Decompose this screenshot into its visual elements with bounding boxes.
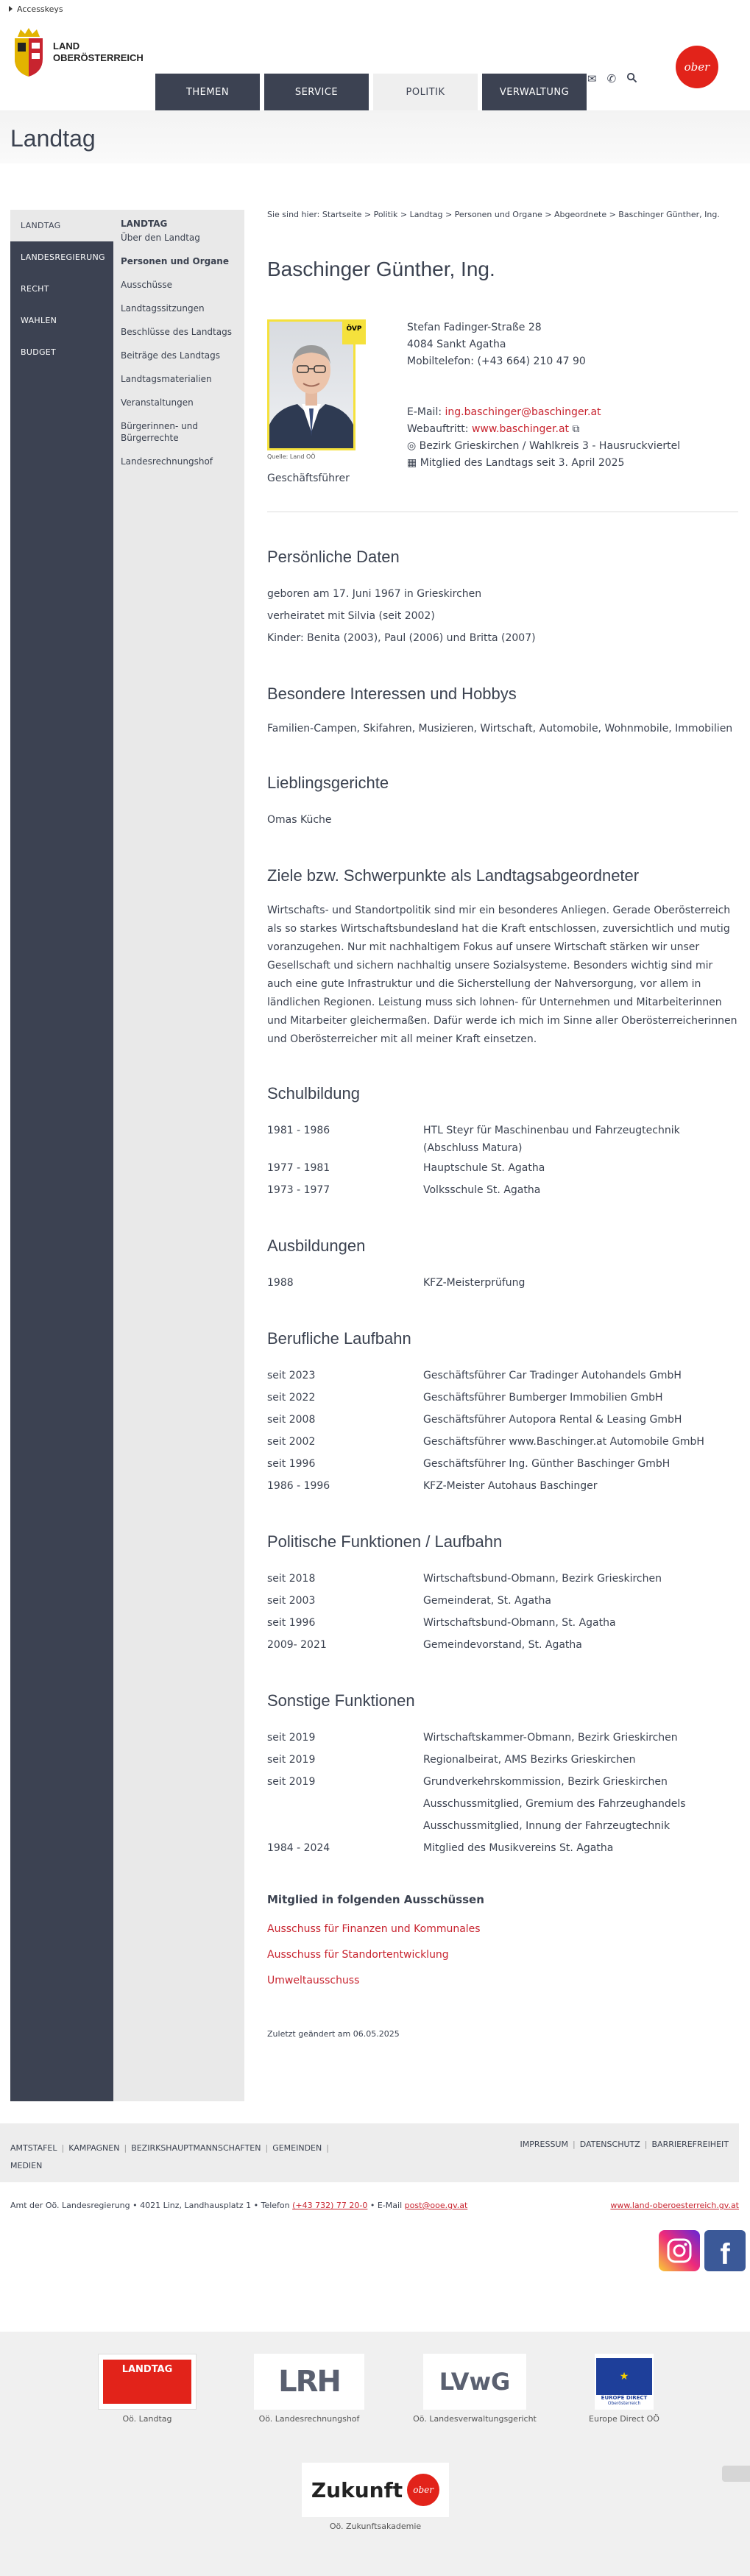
subnav-item[interactable]: Ausschüsse	[121, 280, 173, 290]
row-value: Geschäftsführer Bumberger Immobilien GmbH	[423, 1392, 663, 1404]
row-key: seit 2019	[267, 1732, 316, 1744]
leftnav-item-landtag[interactable]: LANDTAG	[10, 210, 113, 241]
footer-links	[0, 2123, 739, 2182]
email-line	[407, 404, 680, 421]
row-value: Gemeindevorstand, St. Agatha	[423, 1639, 582, 1651]
email-link[interactable]: ing.baschinger@baschinger.at	[445, 406, 601, 418]
search-icon[interactable]	[626, 72, 637, 86]
partner-landtag[interactable]	[96, 2354, 199, 2424]
nav-themen[interactable]: THEMEN	[155, 74, 260, 110]
breadcrumb: Sie sind hier: Startseite > Politik > Landtag > Personen und Organe > Abgeordnete > Baschinger Günther, Ing.	[267, 210, 720, 219]
logo-line2: OBERÖSTERREICH	[53, 52, 144, 63]
calendar-icon: ▦	[407, 457, 417, 469]
footer-phone-link[interactable]: (+43 732) 77 20-0	[292, 2201, 368, 2210]
row-key: 2009- 2021	[267, 1639, 327, 1651]
email-prefix: • E-Mail	[367, 2201, 405, 2210]
goals-text: Wirtschafts- und Standortpolitik sind mir ein besonderes Anliegen. Gerade Oberösterreich als so starkes Wirtschaftsbundesland hat die Kraft entschlossen, zuversichtlich und mutig voranzugehen. Nur mit nachhaltigem Fokus auf unsere Wirtschaft stärken wir unser Gesellschaft und sichern nachhaltig unsere Sozialsysteme. Besonders wichtig sind mir auch eine gute Infrastruktur und die Sicherstellung der Nahversorgung, vor allem in ländlichen Regionen. Leistung muss sich lohnen- für Unternehmen und Mitarbeiterinnen und Mitarbeiter gleichermaßen. Dafür werde ich mich im Sinne aller Oberösterreicherinnen und Oberösterreicher mit all meiner Kraft einsetzen.	[267, 905, 737, 1045]
district-line	[407, 438, 680, 455]
logo-text	[53, 40, 144, 64]
row-key: 1988	[267, 1277, 294, 1289]
row-key: seit 2019	[267, 1776, 316, 1788]
partner-logos	[0, 2332, 750, 2576]
eu-stars-icon: ★	[596, 2358, 652, 2395]
row-value: Volksschule St. Agatha	[423, 1184, 541, 1196]
row-value: Wirtschaftsbund-Obmann, Bezirk Grieskirchen	[423, 1573, 662, 1585]
row-value: Grundverkehrskommission, Bezirk Grieskirchen	[423, 1776, 668, 1788]
dishes-text: Omas Küche	[267, 814, 332, 826]
committee-link[interactable]: Ausschuss für Standortentwicklung	[267, 1949, 449, 1961]
table-row	[267, 1749, 738, 1771]
table-row	[267, 1612, 738, 1634]
partner-europe-direct[interactable]	[589, 2354, 659, 2424]
committee-link[interactable]: Umweltausschuss	[267, 1975, 360, 1986]
row-value: HTL Steyr für Maschinenbau und Fahrzeugtechnik (Abschluss Matura)	[423, 1125, 680, 1154]
member-since: Mitglied des Landtags seit 3. April 2025	[420, 457, 625, 469]
table-row	[267, 1727, 738, 1749]
personal-line: Kinder: Benita (2003), Paul (2006) und Britta (2007)	[267, 632, 536, 644]
leftnav-item-wahlen[interactable]: WAHLEN	[21, 316, 57, 325]
partner-caption: Oö. Landesrechnungshof	[258, 2414, 360, 2424]
row-value: KFZ-Meisterprüfung	[423, 1277, 526, 1289]
main-content	[267, 210, 738, 2039]
table-row	[267, 1475, 738, 1497]
other-heading: Sonstige Funktionen	[267, 1691, 415, 1710]
goals-heading: Ziele bzw. Schwerpunkte als Landtagsabgeordneter	[267, 866, 640, 885]
committee-link[interactable]: Ausschuss für Finanzen und Kommunales	[267, 1923, 481, 1935]
street: Stefan Fadinger-Straße 28	[407, 322, 542, 333]
table-row	[267, 1119, 738, 1157]
table-row	[267, 1272, 738, 1294]
subnav-item[interactable]: Über den Landtag	[121, 233, 200, 243]
footer-email-link[interactable]: post@ooe.gv.at	[404, 2201, 468, 2210]
table-row	[267, 1431, 738, 1453]
contact-block	[407, 319, 680, 472]
landtag-logo: LANDTAG	[103, 2360, 191, 2404]
row-key: 1986 - 1996	[267, 1480, 330, 1492]
table-row	[267, 1157, 738, 1179]
row-key: seit 2023	[267, 1370, 316, 1381]
row-key: 1981 - 1986	[267, 1125, 330, 1136]
interests-text: Familien-Campen, Skifahren, Musizieren, Wirtschaft, Automobile, Wohnmobile, Immobilien	[267, 723, 733, 735]
member-since-line	[407, 455, 680, 472]
schooling-heading: Schulbildung	[267, 1084, 360, 1103]
row-value: KFZ-Meister Autohaus Baschinger	[423, 1480, 598, 1492]
footer-link-gemeinden[interactable]: GEMEINDEN	[272, 2143, 322, 2153]
ober-badge[interactable]: ober	[676, 46, 718, 88]
partner-caption: Oö. Landesverwaltungsgericht	[413, 2414, 537, 2424]
subnav-item[interactable]: Landtagsmaterialien	[121, 374, 212, 384]
footer-link-amtstafel[interactable]: AMTSTAFEL	[10, 2143, 57, 2153]
subnav-item[interactable]: Veranstaltungen	[121, 397, 194, 408]
portrait-illustration	[269, 322, 353, 448]
partner-lvwg[interactable]	[412, 2354, 537, 2424]
row-key: 1984 - 2024	[267, 1842, 330, 1854]
europe-direct-logo: EUROPE DIRECT	[601, 2394, 648, 2401]
row-value: Geschäftsführer Ing. Günther Baschinger GmbH	[423, 1458, 671, 1470]
mobile: Mobiltelefon: (+43 664) 210 47 90	[407, 355, 586, 367]
row-key: seit 2019	[267, 1754, 316, 1766]
accesskeys-label: Accesskeys	[17, 4, 63, 14]
zukunft-ober-logo: ober	[407, 2474, 439, 2506]
location-icon: ◎	[407, 440, 417, 452]
footer-link-impressum[interactable]: IMPRESSUM	[520, 2140, 568, 2149]
web-label: Webauftritt:	[407, 423, 472, 435]
row-value: Ausschussmitglied, Gremium des Fahrzeughandels	[423, 1798, 686, 1810]
personal-heading: Persönliche Daten	[267, 548, 400, 566]
subnav-item[interactable]: Bürgerinnen- und Bürgerrechte	[121, 421, 198, 443]
district: Bezirk Grieskirchen / Wahlkreis 3 - Hausruckviertel	[419, 440, 681, 452]
footer-url: www.land-oberoesterreich.gv.at	[610, 2201, 739, 2210]
table-row	[267, 1453, 738, 1475]
row-value: Geschäftsführer www.Baschinger.at Automobile GmbH	[423, 1436, 704, 1448]
nav-politik[interactable]: POLITIK	[373, 74, 478, 110]
footer-link-datenschutz[interactable]: DATENSCHUTZ	[579, 2140, 640, 2149]
main-nav	[155, 74, 591, 110]
external-link-icon: ⧉	[572, 423, 580, 435]
footer-right-links: IMPRESSUM | DATENSCHUTZ | BARRIEREFREIHEIT	[520, 2140, 729, 2149]
row-value: Wirtschaftskammer-Obmann, Bezirk Grieskirchen	[423, 1732, 678, 1744]
table-row	[267, 1365, 738, 1387]
party-badge: ÖVP	[342, 319, 366, 344]
last-changed: Zuletzt geändert am 06.05.2025	[267, 2029, 400, 2039]
table-row	[267, 1590, 738, 1612]
table-row	[267, 1409, 738, 1431]
sub-nav	[113, 210, 244, 2101]
europe-direct-logo2: Oberösterreich	[607, 2400, 641, 2406]
row-key: seit 1996	[267, 1458, 316, 1470]
row-value: Geschäftsführer Autopora Rental & Leasing GmbH	[423, 1414, 682, 1426]
site-logo[interactable]	[10, 26, 150, 78]
row-key: seit 2003	[267, 1595, 316, 1607]
footer-url-link[interactable]	[610, 2201, 739, 2210]
table-row	[267, 1568, 738, 1590]
partner-caption: Europe Direct OÖ	[589, 2414, 659, 2424]
phone-icon[interactable]: ✆	[606, 72, 617, 85]
job-title: Geschäftsführer	[267, 473, 350, 484]
table-row	[267, 1837, 738, 1859]
footer-link-medien[interactable]: MEDIEN	[10, 2161, 43, 2170]
career-heading: Berufliche Laufbahn	[267, 1329, 411, 1348]
row-value: Hauptschule St. Agatha	[423, 1162, 545, 1174]
footer-address	[10, 2201, 739, 2210]
lvwg-logo: LVwG	[439, 2368, 511, 2396]
row-key: 1973 - 1977	[267, 1184, 330, 1196]
instagram-icon[interactable]	[659, 2230, 700, 2271]
personal-line: verheiratet mit Silvia (seit 2002)	[267, 610, 435, 622]
political-heading: Politische Funktionen / Laufbahn	[267, 1532, 503, 1551]
dishes-heading: Lieblingsgerichte	[267, 774, 389, 792]
leftnav-item-landesregierung[interactable]: LANDESREGIERUNG	[21, 252, 105, 262]
footer-link-barrierefreiheit[interactable]: BARRIEREFREIHEIT	[651, 2140, 729, 2149]
address-text: Amt der Oö. Landesregierung • 4021 Linz, Landhausplatz 1 • Telefon	[10, 2201, 293, 2210]
left-nav	[10, 210, 113, 2101]
triangle-right-icon	[9, 6, 13, 12]
table-row	[267, 1815, 738, 1837]
table-row	[267, 1179, 738, 1201]
web-line	[407, 421, 680, 438]
accesskeys-link[interactable]	[0, 0, 750, 19]
row-key: 1977 - 1981	[267, 1162, 330, 1174]
row-value: Ausschussmitglied, Innung der Fahrzeugtechnik	[423, 1820, 671, 1832]
social-links	[659, 2230, 746, 2271]
row-value: Regionalbeirat, AMS Bezirks Grieskirchen	[423, 1754, 636, 1766]
mail-icon[interactable]: ✉	[587, 72, 597, 85]
zukunft-logo: Zukunft	[311, 2477, 403, 2502]
email-label: E-Mail:	[407, 406, 445, 418]
coat-of-arms-icon	[10, 26, 47, 78]
row-value: Geschäftsführer Car Tradinger Autohandels GmbH	[423, 1370, 682, 1381]
nav-verwaltung[interactable]: VERWALTUNG	[482, 74, 587, 110]
table-row	[267, 1634, 738, 1656]
city: 4084 Sankt Agatha	[407, 339, 506, 350]
nav-service[interactable]: SERVICE	[264, 74, 369, 110]
subnav-item-active[interactable]: Personen und Organe	[121, 256, 229, 266]
training-heading: Ausbildungen	[267, 1236, 366, 1255]
row-key: seit 2022	[267, 1392, 316, 1404]
subnav-item[interactable]: Beschlüsse des Landtags	[121, 327, 232, 337]
profile-card	[267, 319, 738, 512]
partner-zukunft[interactable]	[298, 2463, 453, 2531]
row-key: seit 1996	[267, 1617, 316, 1629]
title-bar	[0, 110, 750, 163]
committees-heading: Mitglied in folgenden Ausschüssen	[267, 1893, 484, 1906]
table-row	[267, 1771, 738, 1793]
subnav-item[interactable]: Landtagssitzungen	[121, 303, 205, 314]
page-title: Landtag	[10, 125, 96, 152]
interests-heading: Besondere Interessen und Hobbys	[267, 684, 517, 703]
person-name: Baschinger Günther, Ing.	[267, 258, 495, 280]
personal-line: geboren am 17. Juni 1967 in Grieskirchen	[267, 588, 482, 600]
row-key	[267, 1793, 423, 1815]
facebook-icon[interactable]: f	[704, 2230, 746, 2271]
partner-caption: Oö. Landtag	[122, 2414, 172, 2424]
logo-line1: LAND	[53, 40, 80, 52]
row-value: Gemeinderat, St. Agatha	[423, 1595, 551, 1607]
footer-link-bezirkshauptmannschaften[interactable]: BEZIRKSHAUPTMANNSCHAFTEN	[131, 2143, 261, 2153]
partner-caption: Oö. Zukunftsakademie	[329, 2522, 422, 2531]
photo-credit: Quelle: Land OÖ	[267, 453, 316, 460]
subnav-item[interactable]: Landesrechnungshof	[121, 456, 213, 467]
web-link[interactable]: www.baschinger.at	[471, 423, 570, 435]
subnav-item[interactable]: Beiträge des Landtags	[121, 350, 221, 361]
row-key: seit 2008	[267, 1414, 316, 1426]
subnav-heading: LANDTAG	[121, 219, 168, 229]
table-row	[267, 1387, 738, 1409]
leftnav-item-budget[interactable]: BUDGET	[21, 347, 57, 357]
row-key: seit 2018	[267, 1573, 316, 1585]
nav-icons	[587, 72, 637, 86]
table-row	[267, 1793, 738, 1815]
scroll-to-top-button[interactable]	[722, 2466, 750, 2482]
row-value: Mitglied des Musikvereins St. Agatha	[423, 1842, 614, 1854]
partner-lrh[interactable]	[250, 2354, 368, 2424]
row-value: Wirtschaftsbund-Obmann, St. Agatha	[423, 1617, 616, 1629]
row-key: seit 2002	[267, 1436, 316, 1448]
footer-link-kampagnen[interactable]: KAMPAGNEN	[68, 2143, 120, 2153]
footer-left-links: AMTSTAFEL | KAMPAGNEN | BEZIRKSHAUPTMANNSCHAFTEN | GEMEINDEN | MEDIEN	[10, 2143, 329, 2170]
leftnav-item-recht[interactable]: RECHT	[21, 284, 49, 294]
lrh-logo: LRH	[278, 2365, 340, 2399]
row-key	[267, 1815, 423, 1837]
